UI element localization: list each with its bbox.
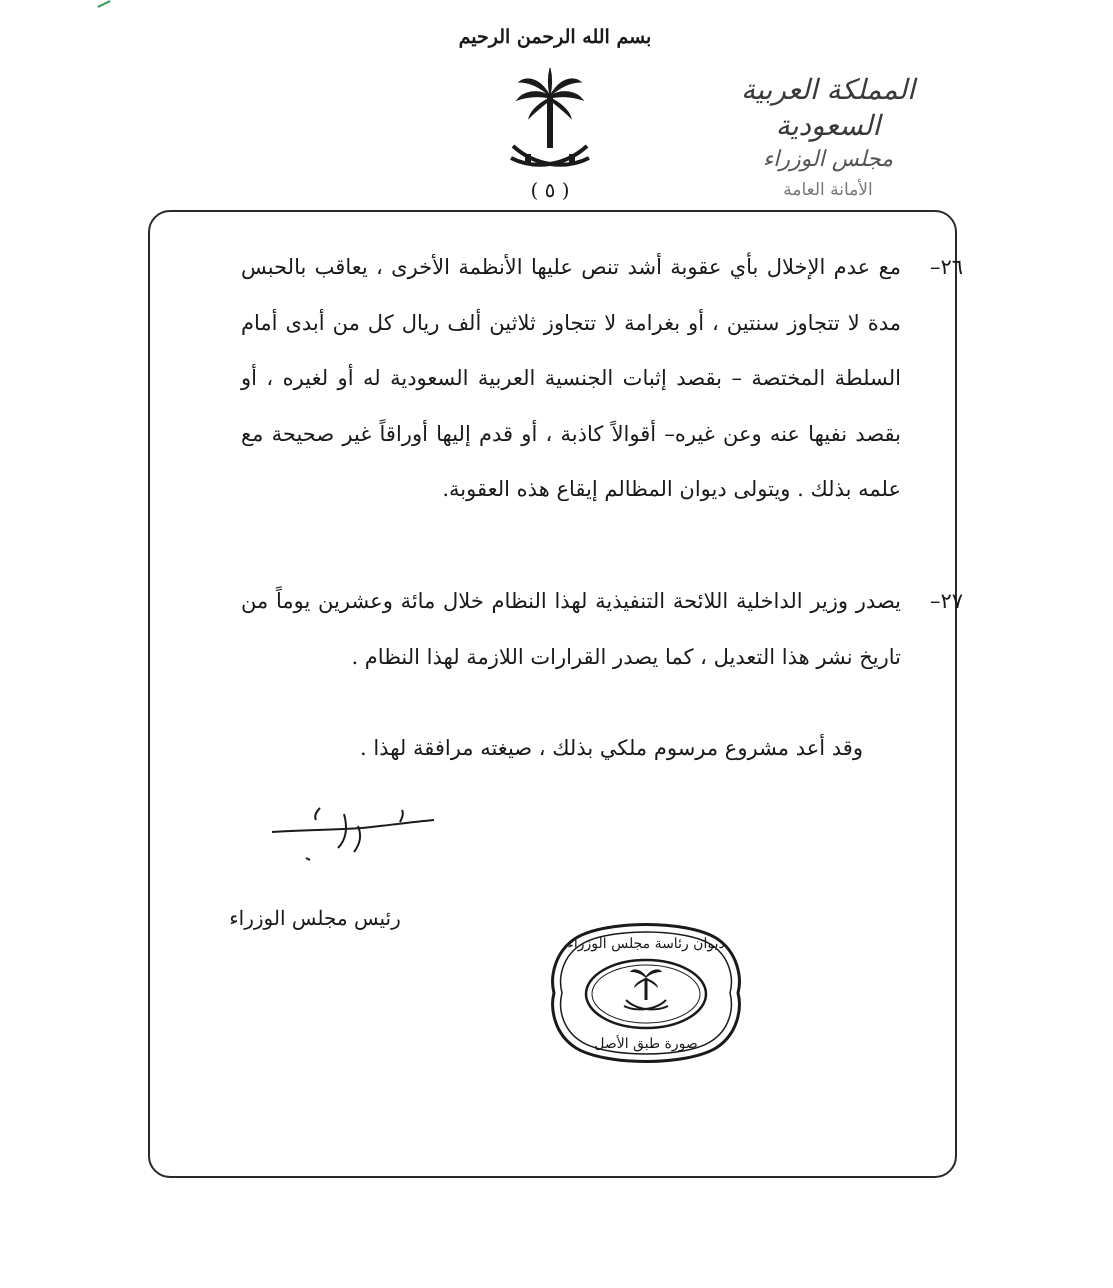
page-number: ( ٥ ) [530,178,570,202]
letterhead-country: المملكة العربية السعودية [741,73,915,142]
signatory-title: رئيس مجلس الوزراء [229,906,401,930]
closing-statement: وقد أعد مشروع مرسوم ملكي بذلك ، صيغته مرافقة لهذا . [359,736,863,760]
seal-bottom-text: صورة طبق الأصل [594,1036,698,1052]
letterhead [693,72,963,204]
official-seal-icon [546,918,746,1068]
article-26 [241,240,963,518]
saudi-emblem-icon [505,66,595,186]
letterhead-council: مجلس الوزراء [762,147,894,172]
article-number: ٢٧– [929,589,963,613]
article-text: مع عدم الإخلال بأي عقوبة أشد تنص عليها الأنظمة الأخرى ، يعاقب بالحبس مدة لا تتجاوز سنتين ، أو بغرامة لا تتجاوز ثلاثين ألف ريال كل من أبدى أمام السلطة المختصة – بقصد إثبات الجنسية العربية السعودية له أو لغيره ، أو بقصد نفيها عنه وعن غيره– أقوالاً كاذبة ، أو قدم إليها أوراقاً غير صحيحة مع علمه بذلك . ويتولى ديوان المظالم إيقاع هذه العقوبة. [241,255,901,501]
article-text: يصدر وزير الداخلية اللائحة التنفيذية لهذا النظام خلال مائة وعشرين يوماً من تاريخ نشر هذا التعديل ، كما يصدر القرارات اللازمة لهذا النظام . [241,589,901,669]
seal-outer-text: ديوان رئاسة مجلس الوزراء [567,936,725,952]
article-number: ٢٦– [929,255,963,279]
handwritten-signature [262,800,442,870]
corner-mark [96,0,116,8]
letterhead-secretariat: الأمانة العامة [783,180,873,200]
article-27 [241,574,963,685]
basmala: بسم الله الرحمن الرحيم [458,26,652,48]
